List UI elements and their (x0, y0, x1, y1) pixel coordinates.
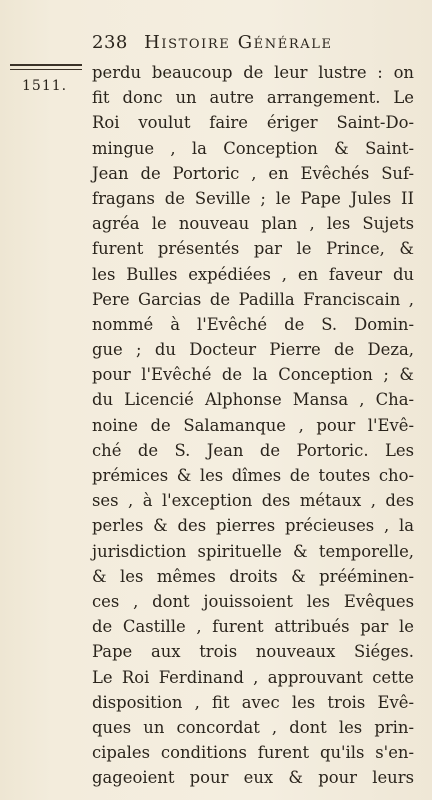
text-line: Le Roi Ferdinand , approuvant cette (92, 667, 414, 687)
text-line: agréa le nouveau plan , les Sujets (92, 214, 414, 234)
margin-year: 1511. (22, 78, 68, 94)
body-text (92, 60, 414, 790)
text-line: prémices & les dîmes de toutes cho- (92, 466, 414, 485)
text-line: Roi voulut faire ériger Saint-Do- (92, 113, 414, 133)
text-line: ché de S. Jean de Portoric. Les (92, 440, 414, 460)
text-line: jurisdiction spirituelle & temporelle, (92, 541, 414, 561)
text-line: ces , dont jouissoient les Evêques (92, 591, 414, 611)
text-line: de Castille , furent attribués par le (92, 617, 414, 637)
text-line: du Licencié Alphonse Mansa , Cha- (92, 390, 414, 410)
text-line: disposition , fit avec les trois Evê- (92, 692, 414, 712)
text-line: cipales conditions furent qu'ils s'en- (92, 743, 414, 763)
text-line: & les mêmes droits & prééminen- (92, 566, 414, 586)
text-line: furent présentés par le Prince, & (92, 239, 414, 259)
text-line: perdu beaucoup de leur lustre : on (92, 63, 414, 82)
text-line: Pape aux trois nouveaux Siéges. (92, 642, 414, 662)
text-line: ques un concordat , dont les prin- (92, 717, 414, 737)
text-line: les Bulles expédiées , en faveur du (92, 264, 414, 284)
text-line: mingue , la Conception & Saint- (92, 138, 414, 158)
text-line: fit donc un autre arrangement. Le (92, 88, 414, 108)
text-line: noine de Salamanque , pour l'Evê- (92, 415, 414, 435)
text-line: nommé à l'Evêché de S. Domin- (92, 314, 414, 334)
text-line: Pere Garcias de Padilla Franciscain , (92, 289, 414, 309)
page-number: 238 (92, 32, 128, 53)
text-line: gue ; du Docteur Pierre de Deza, (92, 340, 414, 360)
text-line: pour l'Evêché de la Conception ; & (92, 365, 414, 385)
running-title: Histoire Générale (144, 32, 333, 53)
text-line: ses , à l'exception des métaux , des (92, 491, 414, 511)
text-line: gageoient pour eux & pour leurs (92, 768, 414, 788)
margin-rule (10, 64, 82, 70)
running-header (92, 32, 392, 54)
text-line: perles & des pierres précieuses , la (92, 516, 414, 536)
text-line: Jean de Portoric , en Evêchés Suf- (92, 163, 414, 183)
text-line: fragans de Seville ; le Pape Jules II (92, 188, 414, 208)
